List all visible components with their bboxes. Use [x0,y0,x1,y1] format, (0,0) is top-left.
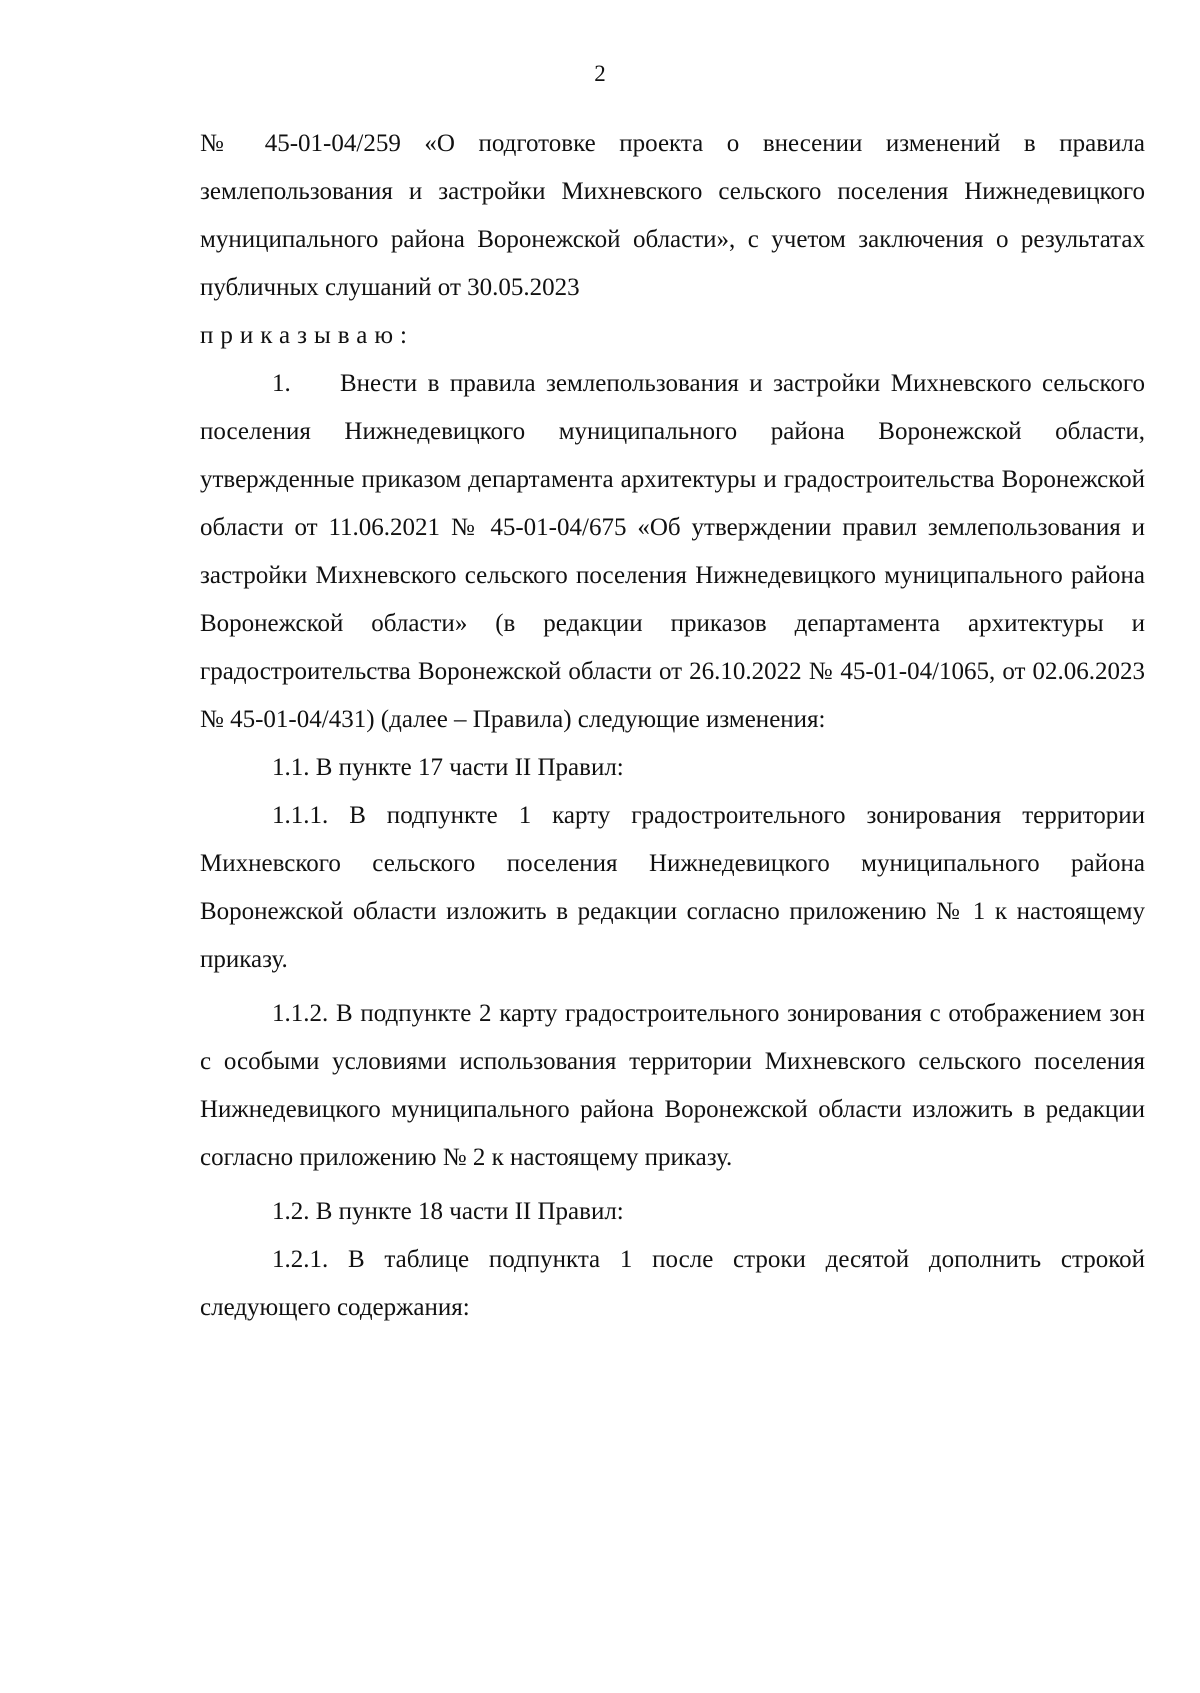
item-1-text: Внести в правила землепользования и застройки Михневского сельского поселения Нижнедевицкого муниципального района Воронежской области, утвержденные приказом департамента архитектуры и градостроительства Воронежской области от 11.06.2021 № 45-01-04/675 «Об утверждении правил землепользования и застройки Михневского сельского поселения Нижнедевицкого муниципального района Воронежской области» (в редакции приказов департамента архитектуры и градостроительства Воронежской области от 26.10.2022 № 45-01-04/1065, от 02.06.2023 № 45-01-04/431) (далее – Правила) следующие изменения: [200,370,1145,733]
intro-paragraph: № 45-01-04/259 «О подготовке проекта о внесении изменений в правила землепользования и застройки Михневского сельского поселения Нижнедевицкого муниципального района Воронежской области», с учетом заключения о результатах публичных слушаний от 30.05.2023 [200,130,1145,301]
item-1-1-1-paragraph: 1.1.1. В подпункте 1 карту градостроительного зонирования территории Михневского сельского поселения Нижнедевицкого муниципального района Воронежской области изложить в редакции согласно приложению № 1 к настоящему приказу. [200,802,1145,973]
item-1-number: 1. [272,370,291,397]
order-word: приказываю: [200,322,414,349]
item-1-2-paragraph: 1.2. В пункте 18 части II Правил: [272,1198,624,1225]
item-1-2-1-paragraph: 1.2.1. В таблице подпункта 1 после строки десятой дополнить строкой следующего содержания: [200,1246,1145,1321]
document-body [200,120,1145,1332]
page-number: 2 [594,61,606,86]
item-1-1-2-paragraph: 1.1.2. В подпункте 2 карту градостроительного зонирования с отображением зон с особыми условиями использования территории Михневского сельского поселения Нижнедевицкого муниципального района Воронежской области изложить в редакции согласно приложению № 2 к настоящему приказу. [200,1000,1145,1171]
item-1-paragraph [200,360,1145,744]
item-1-1-paragraph: 1.1. В пункте 17 части II Правил: [272,754,624,781]
